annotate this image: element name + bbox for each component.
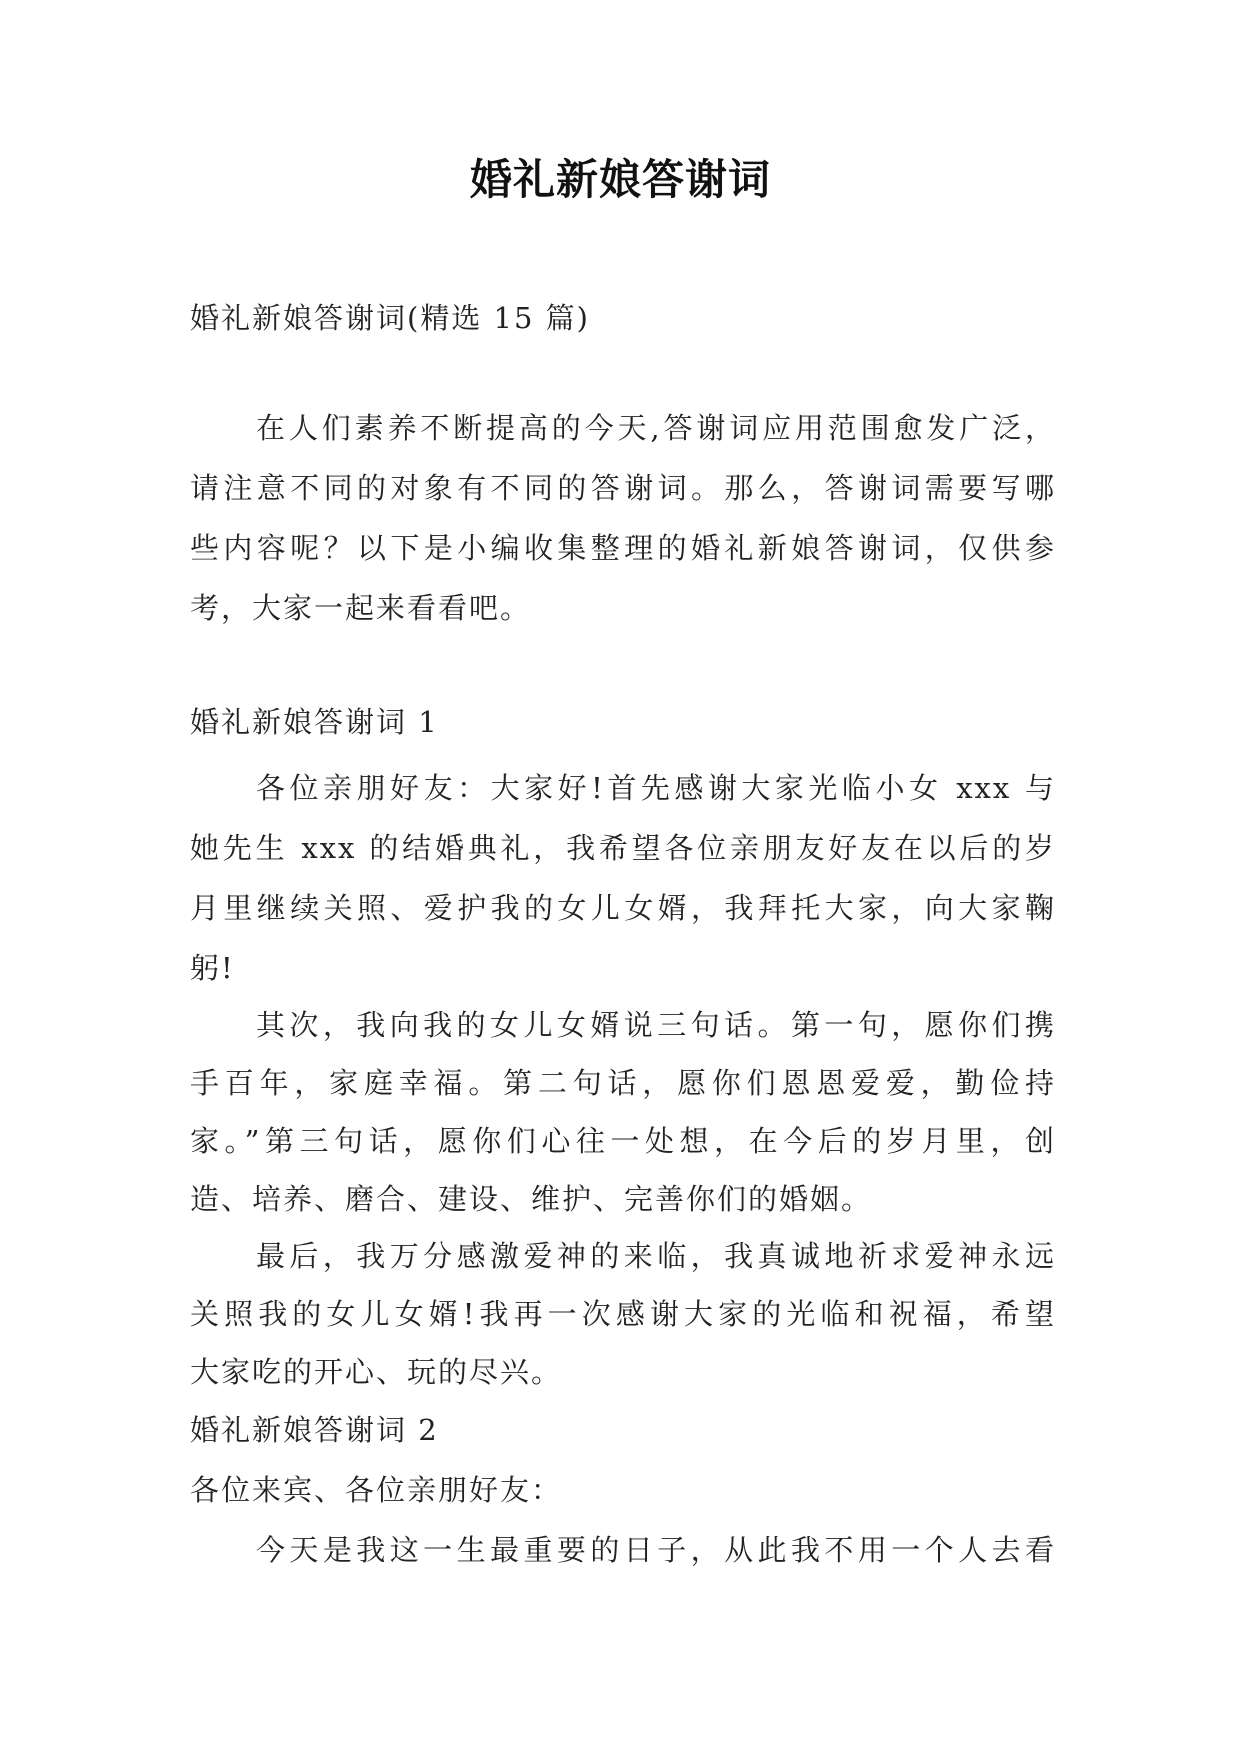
section-1-heading: 婚礼新娘答谢词 1 [190, 705, 439, 739]
section-1-para-1-line-1: 各位亲朋好友：大家好!首先感谢大家光临小女 xxx 与 [256, 771, 1057, 805]
section-1-para-1-line-3: 月里继续关照、爱护我的女儿女婿，我拜托大家，向大家鞠 [190, 891, 1056, 925]
section-1-para-1-line-2: 她先生 xxx 的结婚典礼，我希望各位亲朋友好友在以后的岁 [190, 831, 1056, 865]
page-title: 婚礼新娘答谢词 [469, 155, 771, 204]
intro-line-4: 考，大家一起来看看吧。 [190, 591, 532, 625]
section-1-para-3-line-1: 最后，我万分感激爱神的来临，我真诚地祈求爱神永远 [256, 1239, 1056, 1273]
section-2-heading: 婚礼新娘答谢词 2 [190, 1413, 439, 1447]
intro-line-2: 请注意不同的对象有不同的答谢词。那么，答谢词需要写哪 [190, 471, 1056, 505]
intro-line-1: 在人们素养不断提高的今天,答谢词应用范围愈发广泛， [256, 411, 1056, 445]
section-1-para-1-line-4: 躬! [190, 951, 235, 985]
section-1-para-3-line-3: 大家吃的开心、玩的尽兴。 [190, 1355, 563, 1389]
section-2-salutation: 各位来宾、各位亲朋好友： [190, 1473, 563, 1507]
section-1-para-2-line-3: 家。”第三句话，愿你们心往一处想，在今后的岁月里，创 [190, 1124, 1056, 1158]
intro-line-3: 些内容呢？以下是小编收集整理的婚礼新娘答谢词，仅供参 [190, 531, 1056, 565]
section-1-para-2-line-1: 其次，我向我的女儿女婿说三句话。第一句，愿你们携 [256, 1008, 1056, 1042]
section-1-para-2-line-2: 手百年，家庭幸福。第二句话，愿你们恩恩爱爱，勤俭持 [190, 1066, 1056, 1100]
section-2-para-1-line-1: 今天是我这一生最重要的日子，从此我不用一个人去看 [256, 1533, 1056, 1567]
section-1-para-3-line-2: 关照我的女儿女婿!我再一次感谢大家的光临和祝福，希望 [190, 1297, 1056, 1331]
document-subtitle: 婚礼新娘答谢词(精选 15 篇) [190, 301, 590, 335]
section-1-para-2-line-4: 造、培养、磨合、建设、维护、完善你们的婚姻。 [190, 1182, 873, 1216]
